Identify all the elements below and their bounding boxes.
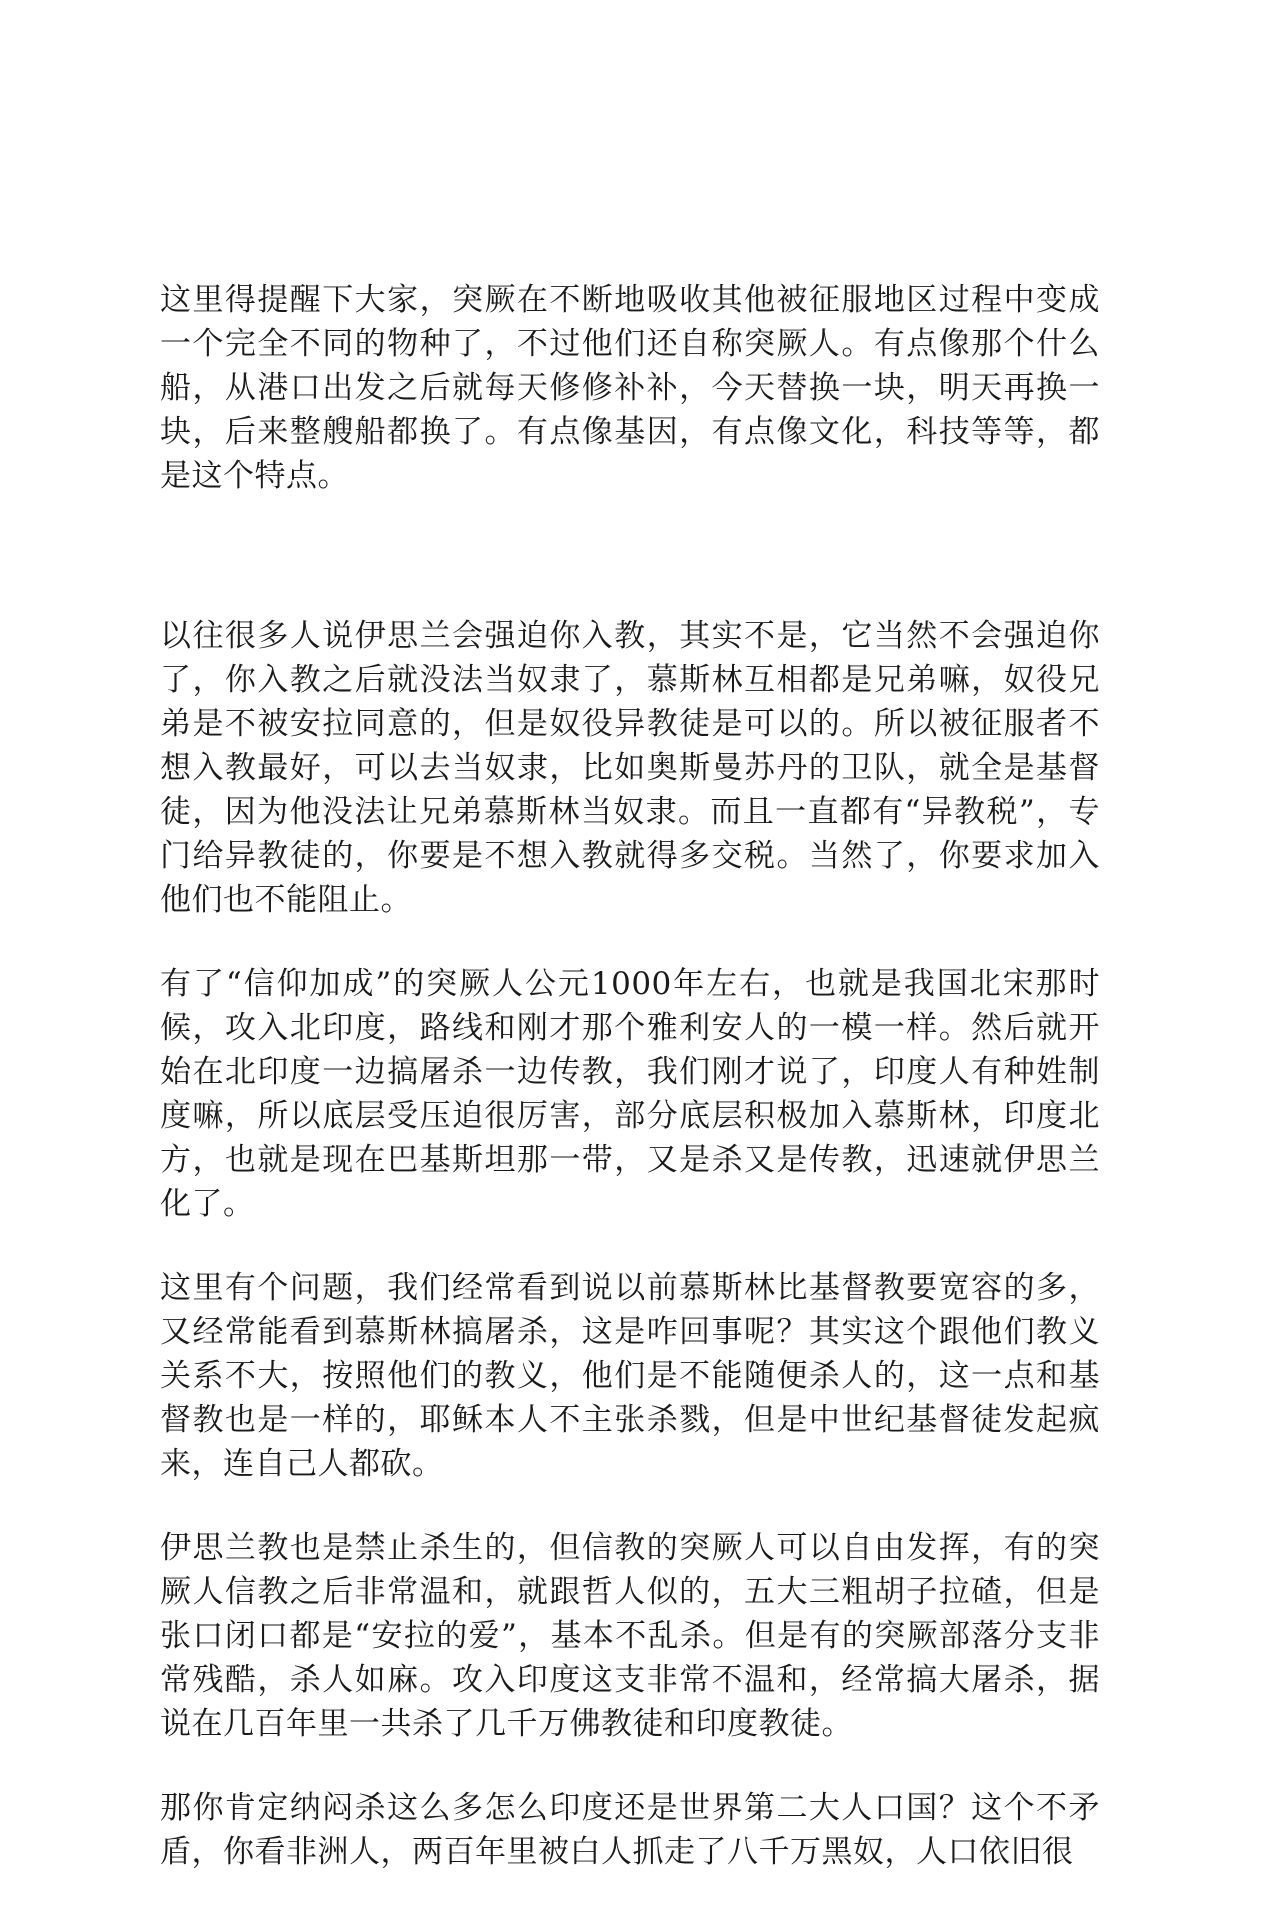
paragraph-2: 以往很多人说伊思兰会强迫你入教，其实不是，它当然不会强迫你了，你入教之后就没法当奴隶了，慕斯林互相都是兄弟嘛，奴役兄弟是不被安拉同意的，但是奴役异教徒是可以的。所以被征服者不想入教最好，可以去当奴隶，比如奥斯曼苏丹的卫队，就全是基督徒，因为他没法让兄弟慕斯林当奴隶。而且一直都有“异教税”，专门给异教徒的，你要是不想入教就得多交税。当然了，你要求加入他们也不能阻止。 (160, 618, 1100, 918)
paragraph-4: 这里有个问题，我们经常看到说以前慕斯林比基督教要宽容的多，又经常能看到慕斯林搞屠杀，这是咋回事呢？其实这个跟他们教义关系不大，按照他们的教义，他们是不能随便杀人的，这一点和基督教也是一样的，耶稣本人不主张杀戮，但是中世纪基督徒发起疯来，连自己人都砍。 (160, 1270, 1100, 1482)
paragraph-1: 这里得提醒下大家，突厥在不断地吸收其他被征服地区过程中变成一个完全不同的物种了，不过他们还自称突厥人。有点像那个什么船，从港口出发之后就每天修修补补，今天替换一块，明天再换一块，后来整艘船都换了。有点像基因，有点像文化，科技等等，都是这个特点。 (160, 282, 1100, 494)
document-body (160, 278, 1100, 1914)
paragraph-5: 伊思兰教也是禁止杀生的，但信教的突厥人可以自由发挥，有的突厥人信教之后非常温和，就跟哲人似的，五大三粗胡子拉碴，但是张口闭口都是“安拉的爱”，基本不乱杀。但是有的突厥部落分支非常残酷，杀人如麻。攻入印度这支非常不温和，经常搞大屠杀，据说在几百年里一共杀了几千万佛教徒和印度教徒。 (160, 1530, 1100, 1742)
paragraph-6: 那你肯定纳闷杀这么多怎么印度还是世界第二大人口国？这个不矛盾，你看非洲人，两百年里被白人抓走了八千万黑奴，人口依旧很 (160, 1790, 1100, 1870)
paragraph-3: 有了“信仰加成”的突厥人公元1000年左右，也就是我国北宋那时候，攻入北印度，路线和刚才那个雅利安人的一模一样。然后就开始在北印度一边搞屠杀一边传教，我们刚才说了，印度人有种姓制度嘛，所以底层受压迫很厉害，部分底层积极加入慕斯林，印度北方，也就是现在巴基斯坦那一带，又是杀又是传教，迅速就伊思兰化了。 (160, 966, 1100, 1222)
